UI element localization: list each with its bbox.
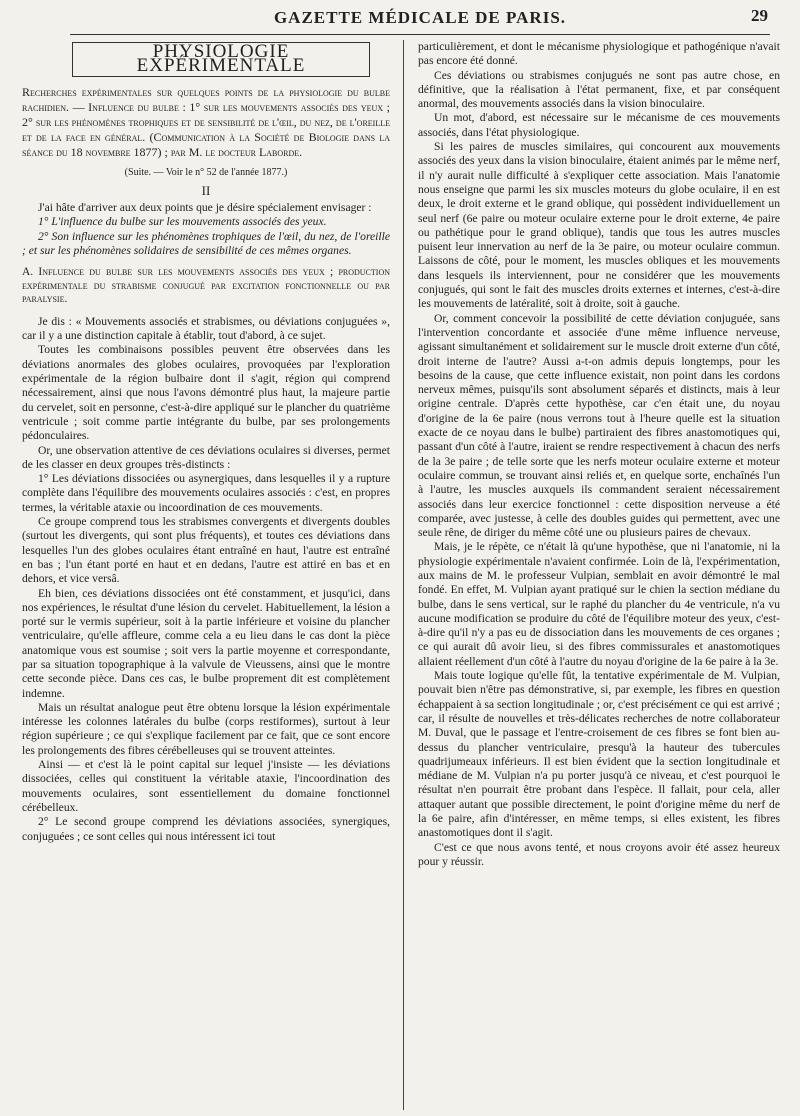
- paragraph: Eh bien, ces déviations dissociées ont été constamment, et jusqu'ici, dans nos expériences, le résultat d'une lésion du cervelet. Habituellement, la lésion a porté sur le vermis supérieur, soit à la partie inférieure et voisine du plancher ventriculaire, qu'elle affleure, comme cela a eu lieu dans le cas dont la pièce anatomique vous est soumise ; soit vers la partie moyenne et correspondante, par sa situation topographique à la valvule de Vieussens, ainsi que le montre cette seconde pièce. Dans ces cas, le bulbe proprement dit est complètement indemne.: [22, 586, 390, 700]
- paragraph: Mais, je le répète, ce n'était là qu'une hypothèse, que ni l'anatomie, ni la physiologie expérimentale n'avaient confirmée. Loin de là, l'expérimentation, aux mains de M. le professeur Vulpian, semblait en avoir démontré le mal fondé. En effet, M. Vulpian ayant pratiqué sur le chien la section médiane du bulbe, dans le sens vertical, sur le raphé du plancher du 4e ventricule, n'a vu aucune modification se produire du côté de l'équilibre moteur des yeux, c'est-à-dire qu'il n'y a pas eu de dissociation dans les mouvements de ces organes ; ce qui aurait dû avoir lieu, si des fibres commissurales et anastomotiques allaient réellement d'un côté à l'autre du noyau d'origine de la 6e paire à la 3e.: [418, 540, 780, 668]
- part-numeral: II: [201, 182, 211, 198]
- left-column: [22, 40, 390, 844]
- paragraph: Si les paires de muscles similaires, qui concourent aux mouvements associés des yeux dans la vision binoculaire, étaient animés par le même nerf, il n'y aurait nulle difficulté à s'expliquer cette association. Mais l'anatomie nous enseigne que parmi les six muscles moteurs du globe oculaire, il en est deux, le droit externe et le grand oblique, qui possèdent individuellement un seul nerf (6e paire ou moteur oculaire externe pour le droit externe, 4e paire ou pathétique pour le grand oblique), tandis que tous les autres muscles puisent leur innervation au nerf de la 3e paire, ou moteur oculaire commun. Laissons de côté, pour le moment, les muscles obliques et les mouvements dans lesquels ils interviennent, pour ne considérer que les mouvements conjugués, qui sont le fait des muscles droits externes et internes, c'est-à-dire les mouvements de latéralité, soit à droite, soit à gauche.: [418, 140, 780, 311]
- paragraph: 1° L'influence du bulbe sur les mouvements associés des yeux.: [38, 215, 327, 229]
- page-number: 29: [751, 6, 768, 25]
- page-header: [70, 6, 770, 35]
- paragraph: C'est ce que nous avons tenté, et nous croyons avoir été assez heureux pour y réussir.: [418, 840, 780, 868]
- continuation-note: (Suite. — Voir le n° 52 de l'année 1877.): [124, 166, 288, 178]
- paragraph: 2° Son influence sur les phénomènes trophiques de l'œil, du nez, de l'oreille ; et sur les phénomènes solidaires de sensibilité de ces mêmes organes.: [22, 229, 390, 258]
- column-divider: [403, 40, 404, 1110]
- paragraph: Mais toute logique qu'elle fût, la tentative expérimentale de M. Vulpian, pouvait bien n'être pas démonstrative, si, par exemple, les fibres en question échappaient à sa section longitudinale ; or, c'est précisément ce qui est arrivé ; car, il résulte de nouvelles et très-délicates recherches de notre collaborateur M. Duval, que le passage et l'entre-croisement de ces fibres se font bien au-dessus du plancher ventriculaire, presqu'à la hauteur des tubercules quadrijumeaux inférieurs. Il est bien évident que la section longitudinale et médiane de M. Vulpian n'a pu porter jusqu'à ce niveau, et c'est pourquoi le résultat n'en pourrait être probant dans l'espèce. Il fallait, pour cela, aller attaquer autant que possible directement, le point d'origine même du nerf de la 6e paire, afin d'intéresser, en même temps, si elles existent, les fibres anastomotiques dont il s'agit.: [418, 669, 780, 840]
- paragraph: 2° Le second groupe comprend les déviations associées, synergiques, conjuguées ; ce sont celles qui nous intéressent ici tout: [22, 815, 390, 843]
- section-title: PHYSIOLOGIE EXPÉRIMENTALE: [72, 42, 370, 77]
- journal-title: GAZETTE MÉDICALE DE PARIS.: [273, 8, 567, 27]
- paragraph: Ce groupe comprend tous les strabismes convergents et divergents doubles (surtout les divergents, qui sont plus fréquents), et toutes ces déviations dans lesquelles l'un des globes oculaires étant entraîné en haut, l'autre est entraîné en bas ; l'un étant porté en haut et en dedans, l'autre est attiré en bas et en dehors, et vice versâ.: [22, 515, 390, 586]
- paragraph: Or, une observation attentive de ces déviations oculaires si diverses, permet de les classer en deux groupes très-distincts :: [22, 443, 390, 471]
- paragraph: Un mot, d'abord, est nécessaire sur le mécanisme de ces mouvements associés, dans l'état physiologique.: [418, 111, 780, 139]
- paragraph: J'ai hâte d'arriver aux deux points que je désire spécialement envisager :: [38, 201, 372, 215]
- paragraph: Ainsi — et c'est là le point capital sur lequel j'insiste — les déviations dissociées, celles qui constituent la véritable ataxie, l'incoordination des mouvements oculaires, sont essentiellement du domaine fonctionnel cérébelleux.: [22, 758, 390, 814]
- article-title: Recherches expérimentales sur quelques points de la physiologie du bulbe rachidien. — Influence du bulbe : 1° sur les mouvements associés des yeux ; 2° sur les phénomènes trophiques et de sensibilité de l'œil, du nez, de l'oreille et de la face en général. (Communication à la Société de Biologie dans la séance du 18 novembre 1877) ; par M. le docteur Laborde.: [22, 84, 390, 159]
- right-column: [418, 40, 780, 869]
- subsection-heading: A. Influence du bulbe sur les mouvements associés des yeux ; production expérimentale du strabisme conjugué par excitation fonctionnelle ou par paralysie.: [22, 266, 390, 306]
- paragraph: Mais un résultat analogue peut être obtenu lorsque la lésion expérimentale intéresse les colonnes latérales du bulbe (corps restiformes), surtout à leur région supérieure ; ce qui s'explique facilement par ce fait, que ce sont encore les prolongements des fibres cérébelleuses qui se trouvent atteintes.: [22, 700, 390, 757]
- paragraph: Or, comment concevoir la possibilité de cette déviation conjuguée, sans l'intervention concordante et associée d'une même influence nerveuse, agissant simultanément et solidairement sur le muscle droit externe d'un côté, droit interne de l'autre? Aussi a-t-on admis depuis longtemps, pour les besoins de la cause, que cette influence existait, non point dans les cordons nerveux mêmes, puisqu'ils sont absolument séparés et distincts, mais à leur origine centrale. D'après cette hypothèse, car c'en était une, du noyau d'origine de la 6e paire (nous verrons tout à l'heure quelle est la situation exacte de ce noyau dans le bulbe) partiraient des fibres anastomotiques qui, passant d'un côté à l'autre, iraient se rendre respectivement à chacun des nerfs de la 3e paire ; de telle sorte que les nerfs moteur oculaire externe et moteur oculaire commun, se trouvant ainsi reliés et, en quelque sorte, enchaînés l'un à l'autre, les muscles auxquels ils commandent seraient nécessairement associés dans leur exercice fonctionnel : cette disposition nerveuse a été comparée, avec justesse, à celle des doubles guides qui permettent, avec une seule rêne, de diriger du même côté une ou plusieurs paires de chevaux.: [418, 311, 780, 540]
- paragraph: Ces déviations ou strabismes conjugués ne sont pas autre chose, en définitive, que la réalisation à l'état permanent, fixe, et par conséquent anormal, des mouvements associés dans la vision binoculaire.: [418, 68, 780, 111]
- paragraph: Toutes les combinaisons possibles peuvent être observées dans les déviations anormales des globes oculaires, provoquées par l'exploration expérimentale de la région bulbaire dont il s'agit, région qui comprend nécessairement, ainsi que nous l'avons démontré plus haut, la majeure partie du cervelet, soit en personne, c'est-à-dire appliqué sur le plancher du quatrième ventricule ; soit comme partie intégrante du bulbe, par ses prolongements pédonculaires.: [22, 343, 390, 443]
- paragraph: particulièrement, et dont le mécanisme physiologique et pathogénique n'avait pas encore été donné.: [418, 40, 780, 68]
- paragraph: Je dis : « Mouvements associés et strabismes, ou déviations conjuguées », car il y a une distinction capitale à établir, tout d'abord, à ce sujet.: [22, 314, 390, 343]
- paragraph: 1° Les déviations dissociées ou asynergiques, dans lesquelles il y a rupture complète dans l'équilibre des mouvements oculaires associés : c'est, en propres termes, la véritable ataxie ou incoordination de ces mouvements.: [22, 472, 390, 514]
